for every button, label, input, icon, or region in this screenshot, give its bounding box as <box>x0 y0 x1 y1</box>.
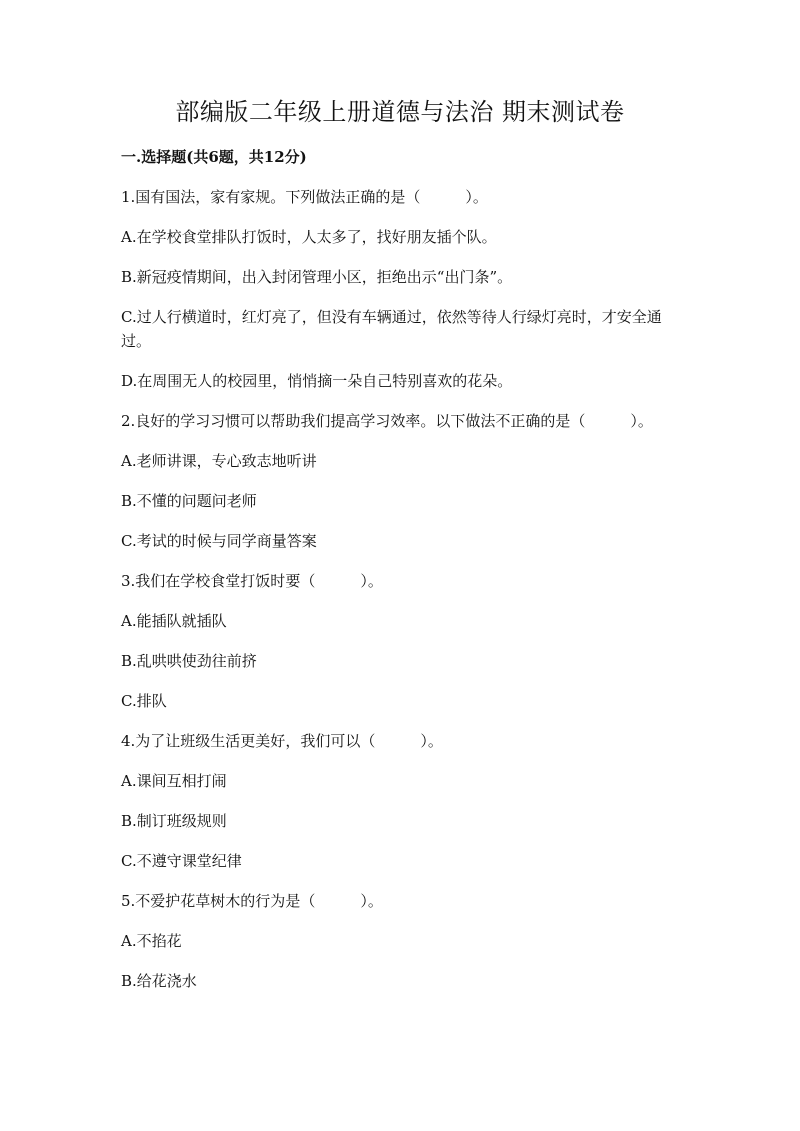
question-list <box>121 185 681 1009</box>
option-a: A.不掐花 <box>121 932 182 950</box>
option-c: C.过人行横道时，红灯亮了，但没有车辆通过，依然等待人行绿灯亮时，才安全通过。 <box>121 308 662 350</box>
option-d: D.在周围无人的校园里，悄悄摘一朵自己特别喜欢的花朵。 <box>121 372 513 390</box>
option-b: B.给花浇水 <box>121 972 197 990</box>
question-stem: 3.我们在学校食堂打饭时要（ ）。 <box>121 572 383 590</box>
question-5 <box>121 889 681 993</box>
option-a: A.在学校食堂排队打饭时，人太多了，找好朋友插个队。 <box>121 228 497 246</box>
page-title: 部编版二年级上册道德与法治 期末测试卷 <box>175 98 625 126</box>
option-a: A.课间互相打闹 <box>121 772 227 790</box>
question-4 <box>121 729 681 873</box>
question-stem: 2.良好的学习习惯可以帮助我们提高学习效率。以下做法不正确的是（ ）。 <box>121 412 653 430</box>
option-b: B.制订班级规则 <box>121 812 227 830</box>
question-stem: 5.不爱护花草树木的行为是（ ）。 <box>121 892 383 910</box>
option-c: C.考试的时候与同学商量答案 <box>121 532 317 550</box>
option-c: C.排队 <box>121 692 167 710</box>
question-stem: 1.国有国法，家有家规。下列做法正确的是（ ）。 <box>121 188 488 206</box>
option-b: B.乱哄哄使劲往前挤 <box>121 652 257 670</box>
question-1 <box>121 185 681 393</box>
option-b: B.不懂的问题问老师 <box>121 492 257 510</box>
option-c: C.不遵守课堂纪律 <box>121 852 242 870</box>
option-a: A.能插队就插队 <box>121 612 227 630</box>
question-stem: 4.为了让班级生活更美好，我们可以（ ）。 <box>121 732 443 750</box>
option-b: B.新冠疫情期间，出入封闭管理小区，拒绝出示“出门条”。 <box>121 268 513 286</box>
option-a: A.老师讲课，专心致志地听讲 <box>121 452 317 470</box>
question-2 <box>121 409 681 553</box>
question-3 <box>121 569 681 713</box>
section-heading: 一.选择题(共6题，共12分) <box>121 148 307 166</box>
